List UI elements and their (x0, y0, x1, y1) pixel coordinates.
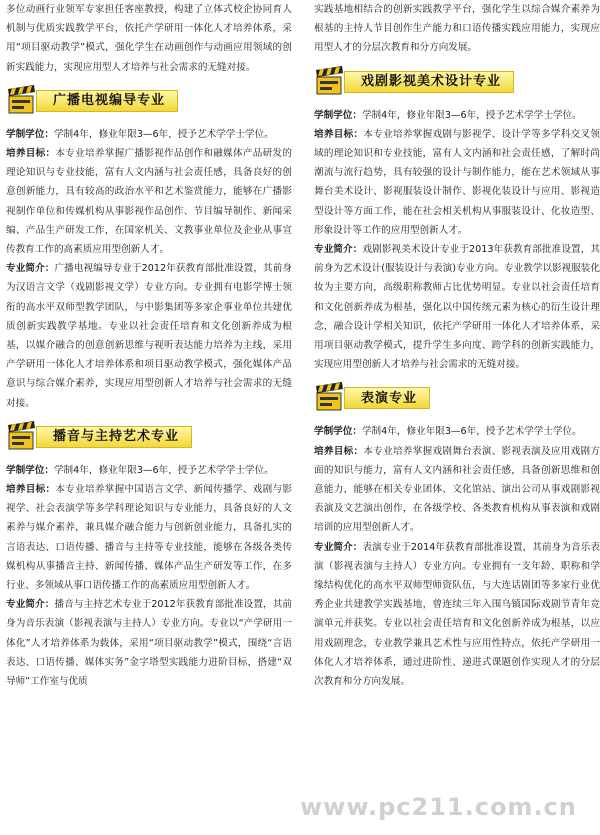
intro-label: 专业简介： (6, 263, 55, 275)
watermark: www.pc211.com.cn (300, 793, 577, 821)
goal-label: 培养目标： (314, 128, 364, 140)
intro-label: 专业简介： (6, 599, 55, 611)
goal-label: 培养目标： (6, 484, 56, 496)
clapperboard-icon (314, 66, 350, 96)
goal-text: 培养目标：本专业培养掌握戏剧与影视学、设计学等多学科交叉领域的理论知识和专业技能，富有人文内涵和社会责任感，了解时尚潮流与流行趋势，具有较强的设计与制作能力，能在艺术领域从事舞台美术设计、影视服装设计制作、影视化装设计与应用、影视造型设计等方面工作，能在社会相关机构从事服装设计、化妆造型、形象设计等工作的应用型创新人才。 (314, 128, 600, 236)
clapperboard-icon (6, 421, 42, 451)
degree-label: 学制学位： (314, 426, 362, 438)
degree-text: 学制学位：学制4年，修业年限3—6年，授予艺术学学士学位。 (6, 128, 274, 140)
section-heading-broadcast-tv (6, 85, 292, 117)
degree-label: 学制学位： (6, 128, 54, 140)
goal-label: 培养目标： (6, 148, 56, 160)
section-title: 播音与主持艺术专业 (36, 426, 192, 448)
section-title: 广播电视编导专业 (36, 90, 178, 112)
goal-text: 培养目标：本专业培养掌握中国语言文学、新闻传播学、戏剧与影视学、社会表演学等多学科理论知识与专业能力，具备良好的人文素养与媒介素养，兼具媒介融合能力与创新创业能力，具备扎实的言语表达、口语传播、播音与主持等专业技能，能够在各级各类传媒机构从事播音主持、新闻传播、媒体产品生产研发等工作，在多行业、多领域从事口语传播工作的高素质应用型创新人才。 (6, 484, 293, 592)
goal-text: 培养目标：本专业培养掌握广播影视作品创作和融媒体产品研发的理论知识与专业技能，富有人文内涵与社会责任感，具备良好的创意创新能力，具有较高的政治水平和艺术鉴赏能力，能够在广播影视制作单位和传媒机构从事影视作品创作、节目编导制作、新闻采编、产品生产研发工作，在国家机关、文教事业单位及企业从事宣传教育工作的高素质应用型创新人才。 (6, 148, 293, 256)
clapperboard-icon (314, 382, 350, 412)
clapperboard-icon (6, 85, 42, 115)
degree-text: 学制学位：学制4年，修业年限3—6年，授予艺术学学士学位。 (314, 426, 582, 438)
intro-text: 专业简介：表演专业于2014年获教育部批准设置，其前身为音乐表演（影视表演与主持人）专业方向。专业拥有一支年龄、职称和学缘结构优化的高水平双师型师资队伍，与大连话剧团等多家行业优秀企业共建教学实践基地，曾连续三年入围乌镇国际戏剧节青年竞演单元并获奖。专业以社会责任培育和文化创新养成为根基，以应用戏剧理念，专业教学兼具艺术性与应用性特点，依托产学研用一体化人才培养体系，通过进阶性、递进式课题创作实现人才的分层次教育和分方向发展。 (314, 541, 600, 688)
degree-text: 学制学位：学制4年，修业年限3—6年，授予艺术学学士学位。 (314, 109, 582, 121)
intro-text: 专业简介：播音与主持艺术专业于2012年获教育部批准设置，其前身为音乐表演（影视表演与主持人）专业方向。专业以“产学研用一体化”人才培养体系为载体，采用“项目驱动教学”模式，围绕“言语表达、口语传播、媒体实务”金字塔型实践能力进阶目标，搭建“双导师”工作室与优质 (6, 599, 293, 688)
section-heading-performance (314, 382, 600, 414)
intro-label: 专业简介： (314, 541, 363, 553)
degree-label: 学制学位： (314, 109, 362, 121)
section-title: 戏剧影视美术设计专业 (344, 71, 514, 93)
degree-label: 学制学位： (6, 464, 54, 476)
intro-text: 专业简介：广播电视编导专业于2012年获教育部批准设置，其前身为汉语言文学（戏剧影视文学）专业方向。专业拥有电影学博士领衔的高水平双师型教学团队，与中影集团等多家企事业单位共建优质创新实践教学基地。专业以社会责任培育和文化创新养成为根基，以媒介融合的创意创新思维与视听表达能力培养为主线，采用产学研用一体化人才培养体系和项目驱动教学模式，强化媒体产品意识与综合媒介素养，实现应用型创新人才培养与社会需求的无缝对接。 (6, 263, 293, 409)
section-heading-art-design (314, 66, 600, 98)
goal-text: 培养目标：本专业培养掌握戏剧舞台表演、影视表演及应用戏剧方面的知识与能力，富有人文内涵和社会责任感，具备创新思维和创意能力，能够在相关专业团体、文化馆站、演出公司从事戏剧影视表演及文艺演出创作，在各级学校、各类教育机构从事表演和戏剧培训的应用型创新人才。 (314, 445, 600, 534)
right-column (314, 0, 600, 691)
goal-label: 培养目标： (314, 445, 364, 457)
intro-text: 专业简介：戏剧影视美术设计专业于2013年获教育部批准设置，其前身为艺术设计(服装设计与表演)专业方向。专业教学以影视服装化妆为主要方向，高级职称教师占比优势明显。专业以社会责任培育和文化创新养成为根基，强化以中国传统元素为核心的衍生设计理念，融合设计学相关知识，依托产学研用一体化人才培养体系，采用项目驱动教学模式，提升学生多向度、跨学科的创新实践能力，实现应用型创新人才培养与社会需求的无缝对接。 (314, 244, 600, 371)
left-column (6, 0, 292, 691)
intro-label: 专业简介： (314, 244, 363, 256)
section-title: 表演专业 (344, 387, 430, 409)
section-heading-broadcasting-hosting (6, 421, 292, 453)
left-intro-tail: 多位动画行业领军专家担任客座教授，构建了立体式校企协同育人机制与优质实践教学平台，依托产学研用一体化人才培养体系，采用“项目驱动教学”模式，强化学生在动画创作与动画应用领域的创新实践能力，实现应用型人才培养与社会需求的无缝对接。 (6, 4, 292, 73)
degree-text: 学制学位：学制4年，修业年限3—6年，授予艺术学学士学位。 (6, 464, 274, 476)
right-intro-tail: 实践基地相结合的创新实践教学平台，强化学生以综合媒介素养为根基的主持人节目创作生产能力和口语传播实践应用能力，实现应用型人才的分层次教育和分方向发展。 (314, 4, 600, 54)
